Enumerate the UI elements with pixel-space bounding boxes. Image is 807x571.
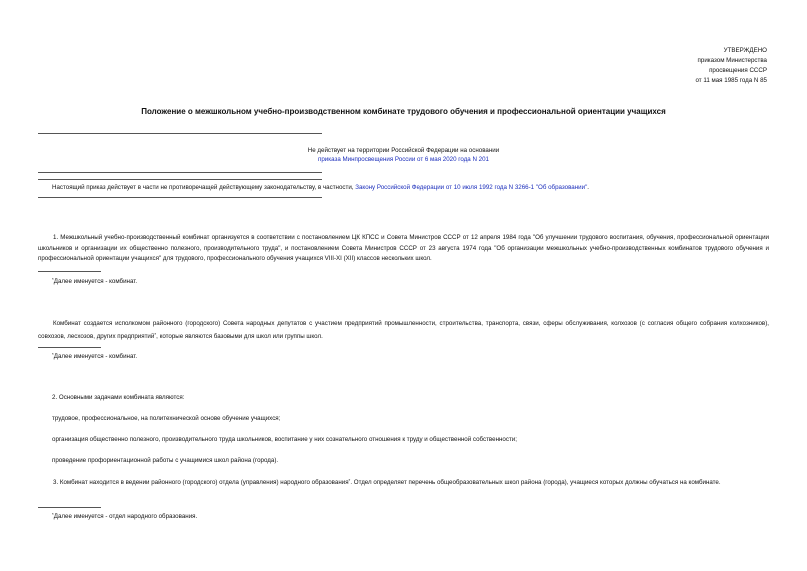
validity-end: . [587, 184, 590, 191]
footnote-divider [38, 347, 101, 348]
paragraph-1 [38, 233, 769, 265]
notice [0, 146, 807, 164]
paragraph-2 [38, 319, 769, 342]
footnote-mark: * [52, 512, 54, 517]
paragraph-4-text: 3. Комбинат находится в ведении районного (городского) отдела (управления) народного образования [53, 479, 349, 486]
footnote-2 [52, 351, 137, 361]
validity-text: Настоящий приказ действует в части не противоречащей действующему законодательству, в частности, [52, 184, 356, 191]
footnote-1 [52, 276, 137, 286]
paragraph-4 [38, 476, 769, 489]
notice-text: Не действует на территории Российской Федерации на основании [307, 147, 500, 154]
validity-statement [52, 184, 772, 192]
footnote-divider [38, 271, 101, 272]
divider [38, 179, 322, 180]
footnote-mark: * [52, 277, 54, 282]
approval-line: УТВЕРЖДЕНО [723, 47, 767, 54]
document-title: Положение о межшкольном учебно-производственном комбинате трудового обучения и профессиональной ориентации учащихся [141, 107, 666, 116]
approval-line: от 11 мая 1985 года N 85 [695, 77, 767, 84]
approval-line: просвещения СССР [709, 67, 767, 74]
footnote-3 [52, 511, 197, 521]
task-item: организация общественно полезного, производительного труда школьников, воспитание у них сознательного отношения к труду и общественной собственности; [52, 436, 517, 443]
footnote-divider [38, 507, 101, 508]
paragraph-1-text: 1. Межшкольный учебно-производственный комбинат организуется в соответствии с постановлением ЦК КПСС и Совета Министров СССР от 12 апреля 1984 года "Об улучшении трудового воспитания, обучения, профессиональной ориентации школьников и организации их общественно полезного, производительного труда", и постановлением Совета Министров СССР от 23 августа 1974 года "Об организации межшкольных учебно-производственных комбинатов трудового обучения и профессиональной ориентации учащихся" для трудового, профессионального обучения учащихся VIII-XI (XII) классов нескольких школ. [38, 234, 769, 262]
notice-link[interactable]: приказа Минпросвещения России от 6 мая 2020 года N 201 [318, 156, 489, 163]
paragraph-2-end: , которые являются базовыми для школ или группы школ. [156, 332, 323, 340]
divider [38, 197, 322, 198]
footnote-1-text: Далее именуется - комбинат. [53, 278, 138, 285]
approval-block [695, 46, 767, 86]
footnote-mark: * [52, 352, 54, 357]
footnote-mark: * [154, 331, 157, 337]
footnote-2-text: Далее именуется - комбинат. [53, 353, 138, 360]
paragraph-2-text: Комбинат создается исполкомом районного (городского) Совета народных депутатов с участием предприятий промышленности, строительства, транспорта, связи, сферы обслуживания, колхозов (с согласия общего собрания колхозников), совхозов, лесхозов, других предприятий [38, 320, 769, 340]
validity-link[interactable]: Закону Российской Федерации от 10 июля 1992 года N 3266-1 "Об образовании" [355, 184, 588, 191]
task-item: проведение профориентационной работы с учащимися школ района (города). [52, 457, 279, 464]
divider [38, 172, 322, 173]
task-item: трудовое, профессиональное, на политехнической основе обучение учащихся; [52, 415, 281, 422]
paragraph-4-end: . Отдел определяет перечень общеобразовательных школ района (города), учащиеся которых должны обучаться на комбинате. [350, 479, 721, 486]
paragraph-3: 2. Основными задачами комбината являются: [52, 394, 185, 401]
approval-line: приказом Министерства [697, 57, 767, 64]
footnote-mark: * [348, 478, 351, 483]
footnote-3-text: Далее именуется - отдел народного образования. [53, 513, 198, 520]
divider [38, 133, 322, 134]
